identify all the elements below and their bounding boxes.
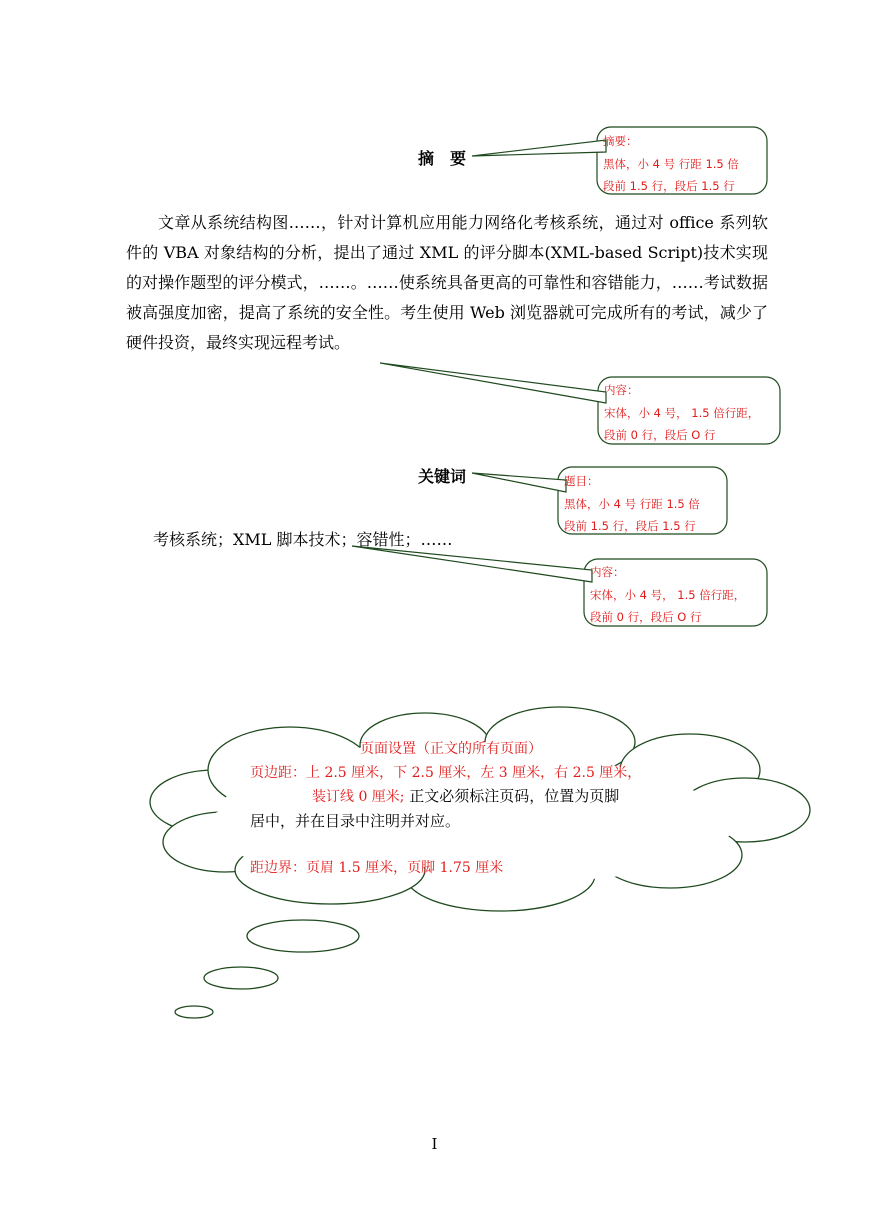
callout-line: 段前 1.5 行，段后 1.5 行 — [603, 179, 735, 193]
callout-keywords-title — [564, 470, 700, 538]
callout-line: 摘要： — [603, 134, 638, 148]
callout-pointer-keywords-title — [472, 473, 566, 492]
thought-bubble-medium — [204, 967, 278, 989]
keywords-content: 考核系统；XML 脚本技术；容错性；…… — [153, 530, 453, 549]
callout-line: 黑体，小 4 号 行距 1.5 倍 — [603, 156, 739, 171]
page-number: I — [431, 1135, 438, 1153]
abstract-title: 摘 要 — [418, 149, 467, 168]
abstract-body — [126, 208, 768, 358]
page-setup-note — [250, 738, 670, 881]
thought-bubble-large — [247, 920, 359, 952]
page-setup-margins: 页边距：上 2.5 厘米，下 2.5 厘米，左 3 厘米，右 2.5 厘米， — [250, 764, 642, 781]
callout-keywords-body — [590, 561, 745, 629]
callout-line: 题目： — [564, 474, 599, 488]
callout-line: 段前 0 行，段后 O 行 — [590, 610, 702, 624]
page-setup-gutter: 装订线 0 厘米; — [312, 789, 405, 805]
page-setup-header-footer: 距边界：页眉 1.5 厘米，页脚 1.75 厘米 — [250, 860, 504, 876]
page-setup-gutter-line — [250, 785, 620, 834]
page-setup-page-number-rule: 正文必须标注页码，位置为页脚居中，并在目录中注明并对应。 — [250, 787, 620, 830]
keywords-title: 关键词 — [418, 467, 467, 486]
callout-line: 内容： — [604, 383, 639, 397]
callout-line: 段前 0 行，段后 O 行 — [604, 428, 716, 442]
page-setup-heading: 页面设置（正文的所有页面） — [360, 741, 542, 757]
callout-line: 段前 1.5 行，段后 1.5 行 — [564, 519, 696, 533]
callout-abstract-title — [603, 130, 739, 198]
callout-pointer-abstract-title — [472, 140, 606, 156]
callout-line: 宋体，小 4 号， 1.5 倍行距， — [604, 405, 760, 420]
callout-line: 黑体，小 4 号 行距 1.5 倍 — [564, 496, 700, 511]
abstract-paragraph: 文章从系统结构图……，针对计算机应用能力网络化考核系统，通过对 office 系列软件的 VBA 对象结构的分析，提出了通过 XML 的评分脚本(XML-based Script)技术实现的对操作题型的评分模式，……。……使系统具备更高的可靠性和容错能力，……考试数据被高强度加密，提高了系统的安全性。考生使用 Web 浏览器就可完成所有的考试，减少了硬件投资，最终实现远程考试。 — [126, 213, 768, 352]
callout-line: 宋体，小 4 号， 1.5 倍行距， — [590, 587, 746, 602]
callout-line: 内容： — [590, 565, 625, 579]
thought-bubble-small — [175, 1006, 213, 1018]
callout-abstract-body — [604, 379, 759, 447]
callout-pointer-abstract-body — [380, 363, 606, 403]
